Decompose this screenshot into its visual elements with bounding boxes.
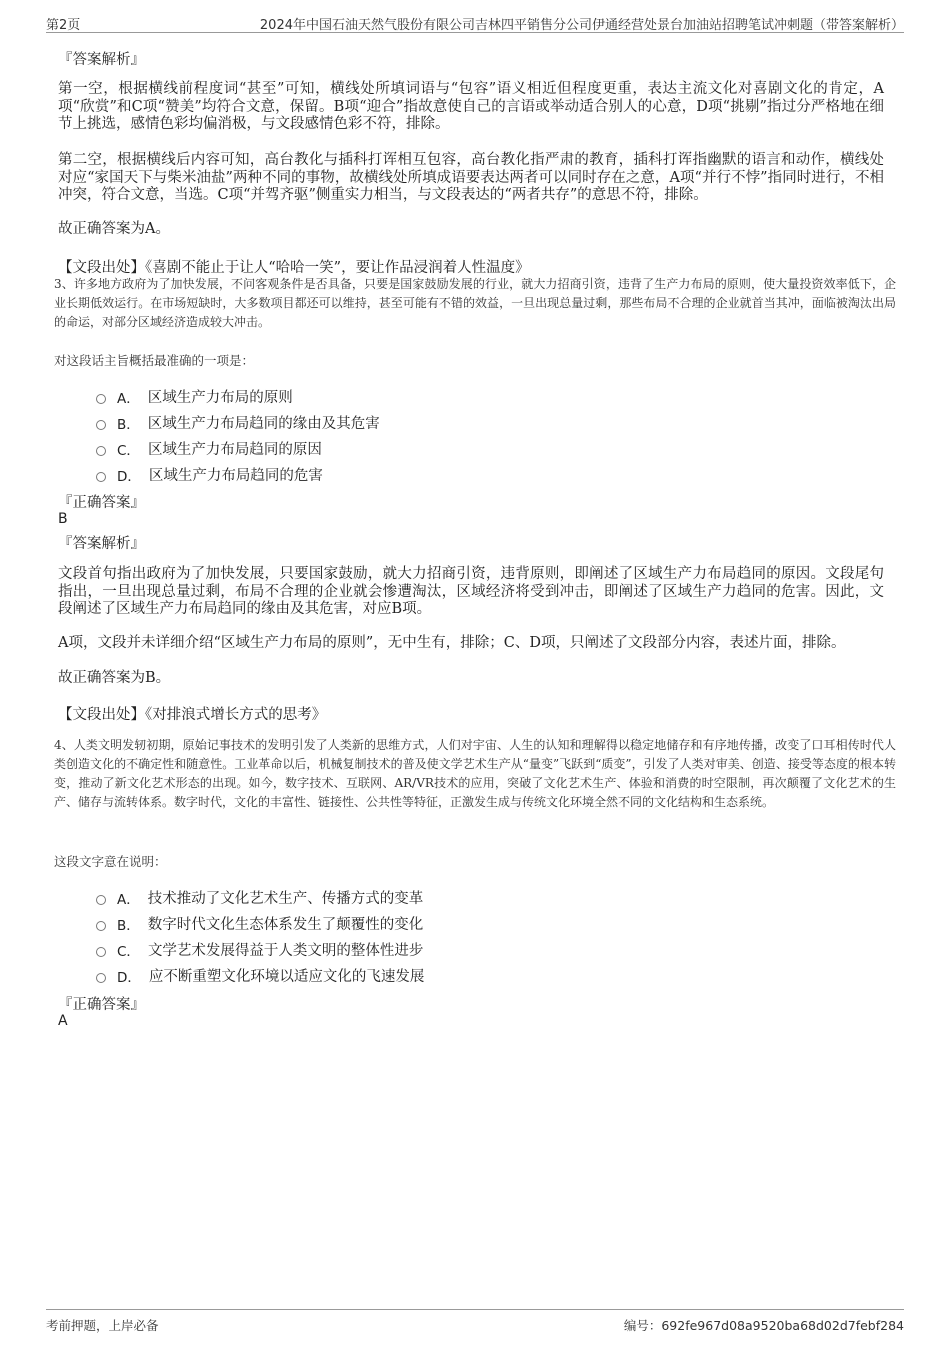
q4-option-c[interactable]: [96, 939, 423, 960]
option-letter: D．: [117, 969, 141, 986]
radio-button-icon[interactable]: [96, 446, 106, 456]
q3-analysis-para-2: A项，文段并未详细介绍“区域生产力布局的原则”，无中生有，排除；C、D项，只阐述了文段部分内容，表述片面，排除。: [58, 635, 846, 651]
q3-source: 【文段出处】《对排浪式增长方式的思考》: [58, 707, 327, 723]
option-letter: A．: [117, 390, 140, 407]
page-header: [46, 12, 904, 33]
page-footer: [46, 1309, 904, 1340]
option-text: 区域生产力布局趋同的原因: [147, 442, 322, 458]
q4-prompt: 这段文字意在说明：: [54, 854, 167, 869]
q2-analysis-heading: 『答案解析』: [58, 52, 145, 68]
q3-option-b[interactable]: [96, 412, 380, 433]
option-letter: B．: [117, 416, 140, 433]
document-id: 编号：692fe967d08a9520ba68d02d7febf284: [623, 1318, 904, 1333]
q3-analysis-heading: 『答案解析』: [58, 536, 145, 552]
q3-conclusion: 故正确答案为B。: [58, 670, 171, 686]
q3-option-c[interactable]: [96, 438, 322, 459]
option-letter: C．: [117, 442, 140, 459]
q4-stem: 4、人类文明发轫初期，原始记事技术的发明引发了人类新的思维方式，人们对宇宙、人生的认知和理解得以稳定地储存和有序地传播，改变了口耳相传时代人类创造文化的不确定性和随意性。工业革命以后，机械复制技术的普及使文学艺术生产从“量变”飞跃到“质变”，引发了人类对审美、创造、接受等态度的根本转变，推动了新文化艺术形态的出现。如今，数字技术、互联网、AR/VR技术的应用，突破了文化艺术生产、体验和消费的时空限制，再次颠覆了文化艺术的生产、储存与流转体系。数字时代，文化的丰富性、链接性、公共性等特征，正激发生成与传统文化环境全然不同的文化结构和生态系统。: [54, 738, 896, 809]
q4-option-d[interactable]: [96, 965, 424, 986]
q2-conclusion: 故正确答案为A。: [58, 221, 170, 237]
option-text: 技术推动了文化艺术生产、传播方式的变革: [147, 891, 424, 907]
option-letter: D．: [117, 468, 141, 485]
footer-slogan: 考前押题，上岸必备: [46, 1318, 159, 1333]
radio-button-icon[interactable]: [96, 394, 106, 404]
q3-option-a[interactable]: [96, 386, 293, 407]
radio-button-icon[interactable]: [96, 921, 106, 931]
option-text: 区域生产力布局的原则: [147, 390, 293, 406]
q3-correct-answer: B: [58, 511, 68, 527]
option-letter: B．: [117, 917, 140, 934]
radio-button-icon[interactable]: [96, 472, 106, 482]
q3-correct-heading: 『正确答案』: [58, 495, 145, 511]
option-text: 应不断重塑文化环境以适应文化的飞速发展: [148, 969, 425, 985]
option-text: 区域生产力布局趋同的危害: [148, 468, 323, 484]
option-letter: C．: [117, 943, 140, 960]
q4-option-b[interactable]: [96, 913, 423, 934]
q3-analysis-para-1: 文段首句指出政府为了加快发展，只要国家鼓励，就大力招商引资，违背原则，即阐述了区域生产力布局趋同的原因。文段尾句指出，一旦出现总量过剩，布局不合理的企业就会惨遭淘汰，区域经济将受到冲击，即阐述了区域生产力趋同的危害。因此，文段阐述了区域生产力布局趋同的缘由及其危害，对应B项。: [58, 566, 884, 617]
q2-source: 【文段出处】《喜剧不能止于让人“哈哈一笑”，要让作品浸润着人性温度》: [58, 260, 530, 276]
q3-prompt: 对这段话主旨概括最准确的一项是：: [54, 353, 255, 368]
q3-option-d[interactable]: [96, 464, 323, 485]
option-letter: A．: [117, 891, 140, 908]
q2-analysis-para-1: 第一空，根据横线前程度词“甚至”可知，横线处所填词语与“包容”语义相近但程度更重，表达主流文化对喜剧文化的肯定，A项“欣赏”和C项“赞美”均符合文意，保留。B项“迎合”指故意使自己的言语或举动适合别人的心意，D项“挑剔”指过分严格地在细节上挑选，感情色彩均偏消极，与文段感情色彩不符，排除。: [58, 81, 884, 132]
q2-analysis-para-2: 第二空，根据横线后内容可知，高台教化与插科打诨相互包容，高台教化指严肃的教育，插科打诨指幽默的语言和动作，横线处对应“家国天下与柴米油盐”两种不同的事物，故横线处所填成语要表达两者可以同时存在之意，A项“并行不悖”指同时进行，不相冲突，符合文意，当选。C项“并驾齐驱”侧重实力相当，与文段表达的“两者共存”的意思不符，排除。: [58, 152, 884, 203]
document-title: 2024年中国石油天然气股份有限公司吉林四平销售分公司伊通经营处景台加油站招聘笔试冲刺题（带答案解析）: [259, 18, 904, 33]
page-number: 第2页: [46, 18, 81, 33]
radio-button-icon[interactable]: [96, 973, 106, 983]
q4-correct-answer: A: [58, 1013, 68, 1029]
q4-correct-heading: 『正确答案』: [58, 997, 145, 1013]
radio-button-icon[interactable]: [96, 420, 106, 430]
option-text: 区域生产力布局趋同的缘由及其危害: [147, 416, 380, 432]
option-text: 文学艺术发展得益于人类文明的整体性进步: [147, 943, 424, 959]
option-text: 数字时代文化生态体系发生了颠覆性的变化: [147, 917, 424, 933]
q3-stem: 3、许多地方政府为了加快发展，不问客观条件是否具备，只要是国家鼓励发展的行业，就大力招商引资，违背了生产力布局的原则，使大量投资效率低下，企业长期低效运行。在市场短缺时，大多数项目都还可以维持，甚至可能有不错的效益，一旦出现总量过剩，那些布局不合理的企业就首当其冲，面临被淘汰出局的命运，对部分区域经济造成较大冲击。: [54, 277, 896, 329]
q4-option-a[interactable]: [96, 887, 423, 908]
radio-button-icon[interactable]: [96, 947, 106, 957]
radio-button-icon[interactable]: [96, 895, 106, 905]
